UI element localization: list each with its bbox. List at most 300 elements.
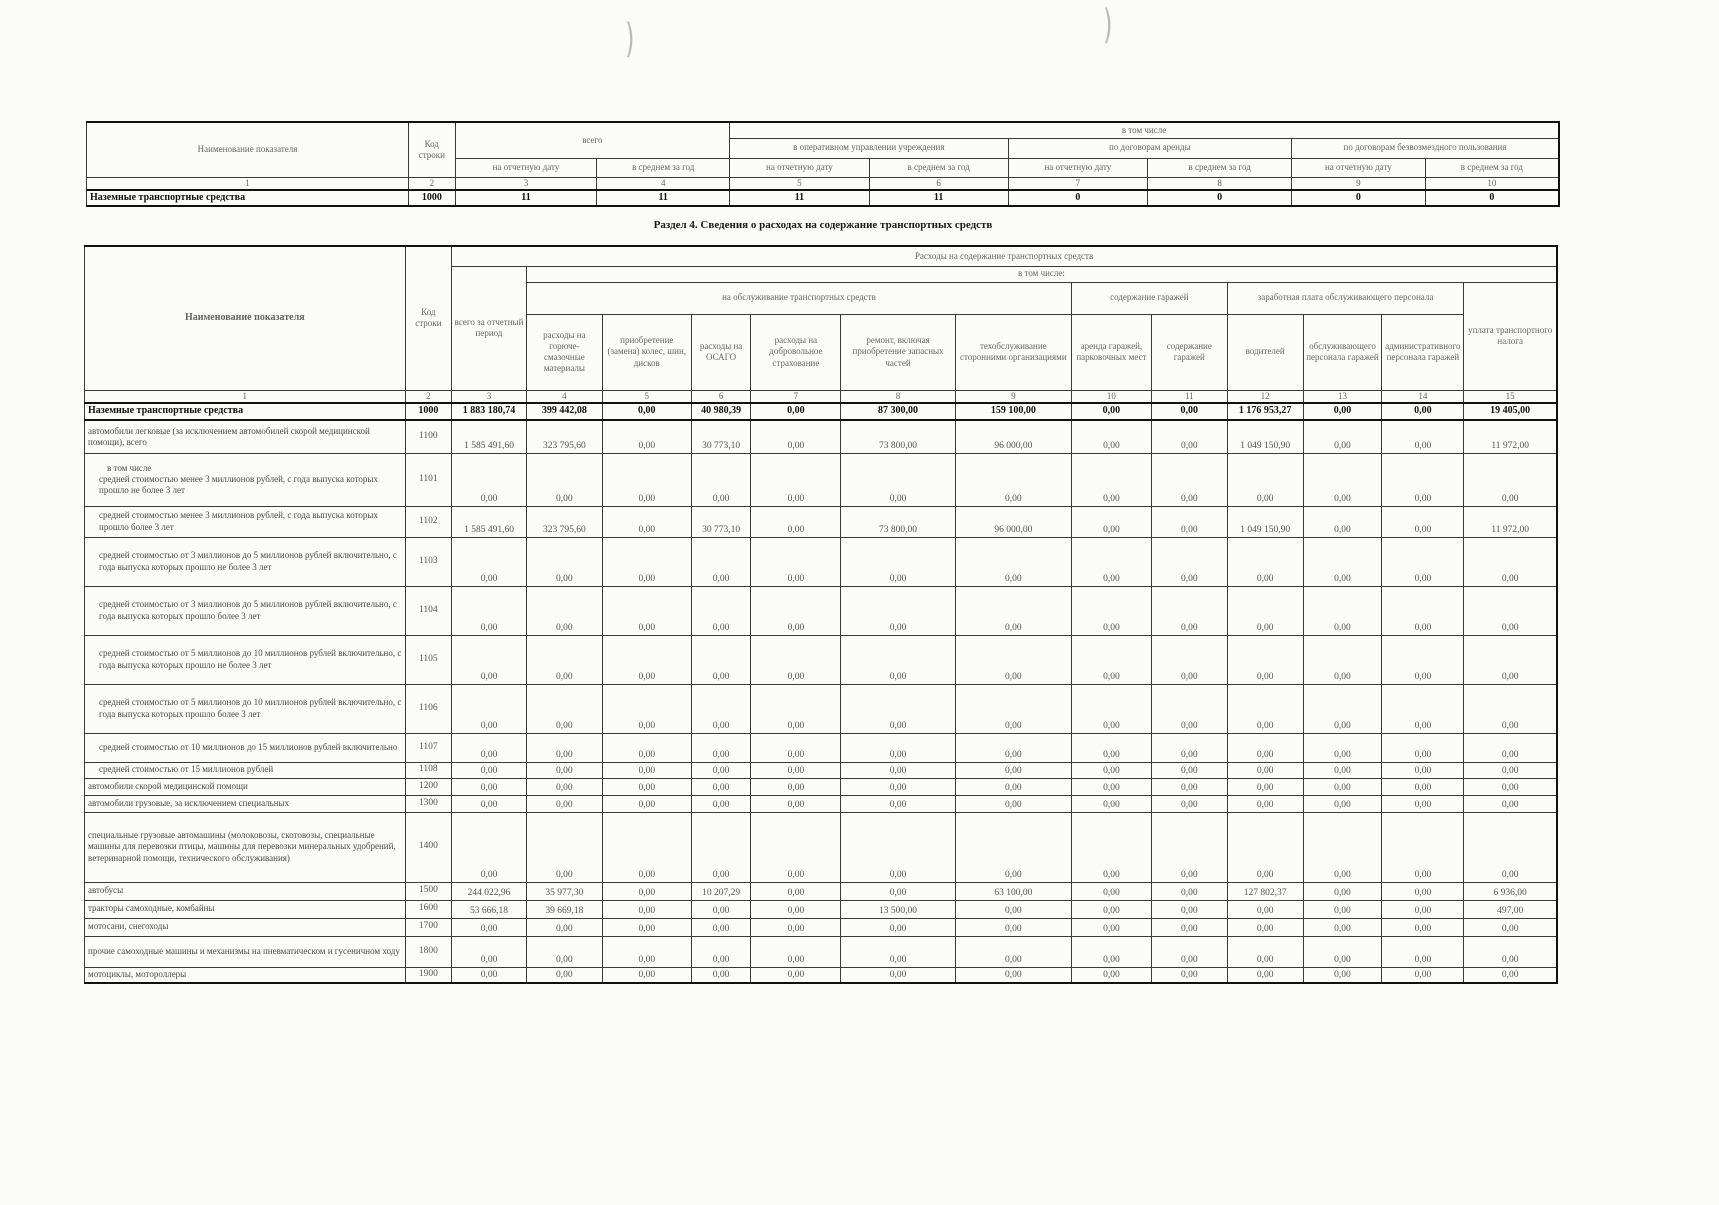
cell-value: 0,00 [1071,882,1151,900]
cell-value: 0,00 [841,537,955,586]
cell-value: 0,00 [1071,537,1151,586]
cell-value: 0,00 [1151,795,1227,812]
cell-value: 0,00 [452,778,527,795]
col-num: 4 [526,390,602,403]
cell-value: 0,00 [1071,762,1151,778]
cell-value: 0,00 [602,900,691,918]
col-num: 5 [730,177,870,190]
cell-value: 0,00 [841,812,955,882]
cell-value: 0,00 [1464,778,1557,795]
row-code: 1500 [405,882,452,900]
cell-value: 0,00 [955,537,1071,586]
cell-value: 0,00 [1464,918,1557,936]
cell-value: 40 980,39 [691,403,751,420]
cell-value: 0,00 [841,795,955,812]
cell-value: 35 977,30 [526,882,602,900]
cell-value: 0,00 [1071,967,1151,983]
cell-value: 244 022,96 [452,882,527,900]
cell-value: 0,00 [955,812,1071,882]
table-row [85,403,1558,420]
row-code: 1101 [405,453,452,506]
row-name [85,733,406,762]
cell-value: 0 [1008,190,1148,206]
cell-value: 0 [1292,190,1426,206]
row-name-text: автомобили скорой медицинской помощи [88,780,248,791]
cell-value: 0,00 [1071,778,1151,795]
cell-value: 0,00 [1227,812,1303,882]
header-date: на отчетную дату [730,158,870,177]
cell-value: 0,00 [751,918,841,936]
cell-value: 0,00 [691,936,751,967]
col-num: 7 [1008,177,1148,190]
col-num: 14 [1382,390,1464,403]
row-prefix: в том числе [107,462,152,473]
table-body [85,403,1558,983]
cell-value: 0,00 [602,967,691,983]
header-garage-maintenance: содержание гаражей [1151,314,1227,390]
cell-value: 0,00 [1303,453,1382,506]
cell-value: 0,00 [1227,900,1303,918]
cell-value: 0,00 [1303,918,1382,936]
punch-hole-mark: ) [1103,2,1113,48]
cell-value: 0,00 [602,420,691,453]
cell-value: 0,00 [751,812,841,882]
cell-value: 0,00 [602,635,691,684]
row-name [85,537,406,586]
cell-value: 0,00 [1227,537,1303,586]
row-name [85,420,406,453]
cell-value: 0,00 [1151,684,1227,733]
row-name [85,403,406,420]
header-service: на обслуживание транспортных средств [526,282,1071,314]
cell-value: 0,00 [841,936,955,967]
cell-value: 0,00 [1382,900,1464,918]
cell-value: 1 585 491,60 [452,506,527,537]
cell-value: 0,00 [1382,795,1464,812]
cell-value: 0,00 [1227,635,1303,684]
header-total: всего [455,122,729,158]
cell-value: 0,00 [1382,684,1464,733]
cell-value: 0,00 [1151,900,1227,918]
row-code: 1900 [405,967,452,983]
cell-value: 0,00 [452,795,527,812]
cell-value: 0,00 [526,635,602,684]
header-garage-rent: аренда гаражей, парковочных мест [1071,314,1151,390]
cell-value: 0,00 [1071,453,1151,506]
cell-value: 0,00 [1151,506,1227,537]
col-num: 10 [1071,390,1151,403]
cell-value: 0,00 [1382,762,1464,778]
cell-value: 0,00 [955,900,1071,918]
row-name-text: мотоциклы, мотороллеры [88,969,187,980]
vehicle-expenses-table [84,245,1558,984]
table-row [85,453,1558,506]
row-name [85,812,406,882]
row-code: 1104 [405,586,452,635]
cell-value: 0,00 [691,762,751,778]
col-num: 8 [841,390,955,403]
header-avg: в среднем за год [597,158,730,177]
cell-value: 39 669,18 [526,900,602,918]
row-code: 1700 [405,918,452,936]
cell-value: 53 666,18 [452,900,527,918]
row-name [85,882,406,900]
header-salary: заработная плата обслуживающего персонала [1227,282,1464,314]
cell-value: 323 795,60 [526,420,602,453]
cell-value: 0,00 [1303,936,1382,967]
cell-value: 1 883 180,74 [452,403,527,420]
cell-value: 0,00 [1303,733,1382,762]
cell-value: 0,00 [1227,453,1303,506]
col-num: 2 [409,177,456,190]
cell-value: 0,00 [751,453,841,506]
cell-value: 0,00 [452,762,527,778]
cell-value: 0,00 [1303,778,1382,795]
cell-value: 0,00 [1151,420,1227,453]
header-total: всего за отчетный период [452,266,527,390]
cell-value: 0,00 [1227,936,1303,967]
row-name-text: специальные грузовые автомашины (молоковозы, скотовозы, специальные машины для перевозки птицы, машины для перевозки минеральных удобрений, ветеринарной помощи, технического обслуживания) [88,830,396,863]
row-name-text: автомобили легковые (за исключением автомобилей скорой медицинской помощи), всего [88,425,370,447]
cell-value: 13 500,00 [841,900,955,918]
cell-value: 30 773,10 [691,506,751,537]
row-code: 1108 [405,762,452,778]
cell-value: 11 [730,190,870,206]
cell-value: 0,00 [602,778,691,795]
row-code: 1600 [405,900,452,918]
header-admin-staff: административного персонала гаражей [1382,314,1464,390]
vehicles-count-table [86,121,1560,207]
cell-value: 73 800,00 [841,506,955,537]
row-code: 1103 [405,537,452,586]
row-name-text: автомобили грузовые, за исключением специальных [88,797,290,808]
header-repair: ремонт, включая приобретение запасных частей [841,314,955,390]
cell-value: 0,00 [526,778,602,795]
row-code: 1107 [405,733,452,762]
cell-value: 0,00 [1382,936,1464,967]
table-row [85,762,1558,778]
cell-value: 0,00 [602,506,691,537]
cell-value: 0,00 [602,733,691,762]
cell-value: 6 936,00 [1464,882,1557,900]
header-voluntary-insurance: расходы на добровольное страхование [751,314,841,390]
row-name-text: средней стоимостью от 5 миллионов до 10 миллионов рублей включительно, с года выпуска которых прошло более 3 лет [99,697,402,719]
cell-value: 11 [869,190,1008,206]
header-avg: в среднем за год [869,158,1008,177]
cell-value: 10 207,29 [691,882,751,900]
col-num: 3 [452,390,527,403]
cell-value: 0,00 [1071,684,1151,733]
cell-value: 0,00 [1464,936,1557,967]
cell-value: 0,00 [1151,936,1227,967]
cell-value: 0,00 [1151,882,1227,900]
header-avg: в среднем за год [1148,158,1292,177]
col-num: 6 [869,177,1008,190]
cell-value: 0,00 [841,733,955,762]
cell-value: 0,00 [955,795,1071,812]
cell-value: 0,00 [751,537,841,586]
cell-value: 0,00 [452,635,527,684]
cell-value: 0,00 [526,733,602,762]
cell-value: 0,00 [691,900,751,918]
header-tech-service: техобслуживание сторонними организациями [955,314,1071,390]
cell-value: 0,00 [841,778,955,795]
row-name-text: средней стоимостью от 5 миллионов до 10 миллионов рублей включительно, с года выпуска которых прошло не более 3 лет [99,648,402,670]
header-code: Код строки [405,246,452,390]
header-fuel: расходы на горюче-смазочные материалы [526,314,602,390]
cell-value: 0,00 [1071,936,1151,967]
cell-value: 0 [1425,190,1559,206]
cell-value: 0,00 [452,684,527,733]
row-name-text: средней стоимостью менее 3 миллионов рублей, с года выпуска которых прошло не более 3 лет [99,473,378,496]
cell-value: 0,00 [452,453,527,506]
cell-value: 0,00 [1382,586,1464,635]
cell-value: 0,00 [1151,918,1227,936]
col-num: 4 [597,177,730,190]
cell-value: 0,00 [1464,762,1557,778]
cell-value: 0,00 [751,403,841,420]
cell-value: 0,00 [1151,537,1227,586]
cell-value: 0,00 [526,967,602,983]
cell-value: 30 773,10 [691,420,751,453]
cell-value: 0,00 [602,537,691,586]
table-row [85,812,1558,882]
header-date: на отчетную дату [1292,158,1426,177]
header-code: Код строки [409,122,456,177]
table-row [87,190,1560,206]
row-name-text: автобусы [88,885,124,896]
table-row [85,420,1558,453]
cell-value: 0,00 [1227,733,1303,762]
cell-value: 0,00 [691,795,751,812]
cell-value: 0,00 [452,586,527,635]
header-expenses: Расходы на содержание транспортных средств [452,246,1557,266]
cell-value: 11 [455,190,597,206]
cell-value: 0,00 [691,586,751,635]
cell-value: 0,00 [751,684,841,733]
cell-value: 0,00 [1303,635,1382,684]
row-name-text: средней стоимостью менее 3 миллионов рублей, с года выпуска которых прошло более 3 лет [99,510,378,532]
cell-value: 0,00 [526,586,602,635]
col-num: 1 [85,390,406,403]
row-name [85,967,406,983]
cell-value: 0,00 [1071,733,1151,762]
header-tires: приобретение (замена) колес, шин, дисков [602,314,691,390]
cell-value: 0,00 [1303,762,1382,778]
row-name [85,762,406,778]
cell-value: 0,00 [602,403,691,420]
cell-value: 1 049 150,90 [1227,506,1303,537]
cell-value: 0,00 [1382,420,1464,453]
header-name: Наименование показателя [87,122,409,177]
table-row [85,733,1558,762]
row-name [85,506,406,537]
cell-value: 0,00 [1303,795,1382,812]
cell-value: 0,00 [841,762,955,778]
cell-value: 73 800,00 [841,420,955,453]
cell-value: 0,00 [751,900,841,918]
col-num: 10 [1425,177,1559,190]
table-row [85,918,1558,936]
cell-value: 0,00 [452,733,527,762]
table-row [85,778,1558,795]
col-num: 3 [455,177,597,190]
cell-value: 96 000,00 [955,420,1071,453]
col-num: 1 [87,177,409,190]
col-num: 8 [1148,177,1292,190]
cell-value: 0,00 [1071,420,1151,453]
header-date: на отчетную дату [455,158,597,177]
cell-value: 0,00 [526,918,602,936]
cell-value: 11 972,00 [1464,420,1557,453]
cell-value: 0,00 [1151,453,1227,506]
punch-hole-mark: ) [625,16,635,62]
cell-value: 0,00 [452,967,527,983]
cell-value: 0,00 [602,882,691,900]
cell-value: 0,00 [1382,537,1464,586]
cell-value: 0,00 [955,967,1071,983]
cell-value: 0,00 [1303,506,1382,537]
row-code: 1100 [405,420,452,453]
cell-value: 0,00 [751,936,841,967]
cell-value: 0,00 [1071,506,1151,537]
row-name [85,900,406,918]
cell-value: 0,00 [1464,537,1557,586]
cell-value: 0,00 [841,882,955,900]
column-number-row [85,390,1558,403]
cell-value: 0,00 [1303,967,1382,983]
cell-value: 0,00 [691,918,751,936]
cell-value: 0,00 [751,795,841,812]
cell-value: 0,00 [452,918,527,936]
header-transport-tax: уплата транспортного налога [1464,282,1557,390]
cell-value: 1 176 953,27 [1227,403,1303,420]
cell-value: 0,00 [1464,812,1557,882]
col-num: 12 [1227,390,1303,403]
column-number-row [87,177,1560,190]
row-name-text: прочие самоходные машины и механизмы на пневматическом и гусеничном ходу [88,945,400,956]
header-name: Наименование показателя [85,246,406,390]
row-code: 1000 [405,403,452,420]
cell-value: 0,00 [751,882,841,900]
cell-value: 0,00 [1071,812,1151,882]
cell-value: 0,00 [1227,778,1303,795]
table-row [85,936,1558,967]
cell-value: 0,00 [526,453,602,506]
cell-value: 0,00 [1227,918,1303,936]
cell-value: 0,00 [751,635,841,684]
header-date: на отчетную дату [1008,158,1148,177]
row-name-text: средней стоимостью от 10 миллионов до 15 миллионов рублей включительно [99,741,398,752]
cell-value: 0,00 [1303,900,1382,918]
row-name-text: средней стоимостью от 3 миллионов до 5 миллионов рублей включительно, с года выпуска которых прошло не более 3 лет [99,550,397,572]
col-num: 2 [405,390,452,403]
cell-value: 0,00 [1464,684,1557,733]
row-code: 1400 [405,812,452,882]
header-incl: в том числе [730,122,1559,138]
cell-value: 0,00 [1303,537,1382,586]
cell-value: 0,00 [602,795,691,812]
cell-value: 96 000,00 [955,506,1071,537]
cell-value: 0,00 [1303,882,1382,900]
table-row [85,506,1558,537]
cell-value: 0,00 [1382,506,1464,537]
row-code: 1300 [405,795,452,812]
header-operational: в оперативном управлении учреждения [730,138,1008,158]
header-free-use: по договорам безвозмездного пользования [1292,138,1559,158]
cell-value: 0,00 [1227,967,1303,983]
col-num: 11 [1151,390,1227,403]
cell-value: 0,00 [1151,778,1227,795]
row-code: 1106 [405,684,452,733]
cell-value: 159 100,00 [955,403,1071,420]
row-name: Наземные транспортные средства [87,190,409,206]
row-code: 1200 [405,778,452,795]
cell-value: 0,00 [1071,918,1151,936]
cell-value: 0,00 [602,453,691,506]
cell-value: 127 802,37 [1227,882,1303,900]
cell-value: 0,00 [1071,635,1151,684]
cell-value: 0,00 [1071,900,1151,918]
header-garages: содержание гаражей [1071,282,1227,314]
cell-value: 0,00 [602,586,691,635]
row-code: 1800 [405,936,452,967]
cell-value: 0,00 [841,453,955,506]
cell-value: 0,00 [1227,586,1303,635]
cell-value: 11 972,00 [1464,506,1557,537]
cell-value: 0,00 [691,733,751,762]
table-row [85,537,1558,586]
cell-value: 0,00 [1382,635,1464,684]
cell-value: 0,00 [1303,403,1382,420]
row-name [85,936,406,967]
col-num: 7 [751,390,841,403]
cell-value: 0,00 [602,918,691,936]
cell-value: 399 442,08 [526,403,602,420]
header-avg: в среднем за год [1425,158,1559,177]
cell-value: 0,00 [1303,812,1382,882]
cell-value: 0,00 [691,453,751,506]
cell-value: 0,00 [841,684,955,733]
cell-value: 0,00 [841,967,955,983]
cell-value: 0,00 [452,936,527,967]
cell-value: 0,00 [526,762,602,778]
table-row [85,882,1558,900]
row-name-text: средней стоимостью от 15 миллионов рублей [99,764,274,775]
cell-value: 323 795,60 [526,506,602,537]
cell-value: 0,00 [1464,967,1557,983]
cell-value: 0,00 [1303,586,1382,635]
cell-value: 0,00 [955,586,1071,635]
cell-value: 0,00 [1071,586,1151,635]
table-row [85,967,1558,983]
cell-value: 0,00 [691,684,751,733]
row-name [85,453,406,506]
cell-value: 0,00 [1382,882,1464,900]
cell-value: 0,00 [1071,403,1151,420]
cell-value: 0,00 [1151,812,1227,882]
cell-value: 0,00 [1464,795,1557,812]
cell-value: 0,00 [841,586,955,635]
cell-value: 0,00 [1151,967,1227,983]
table-row [85,586,1558,635]
cell-value: 0,00 [1464,453,1557,506]
cell-value: 0,00 [751,586,841,635]
header-incl: в том числе: [526,266,1557,282]
row-code: 1105 [405,635,452,684]
cell-value: 0,00 [691,778,751,795]
cell-value: 0,00 [955,918,1071,936]
